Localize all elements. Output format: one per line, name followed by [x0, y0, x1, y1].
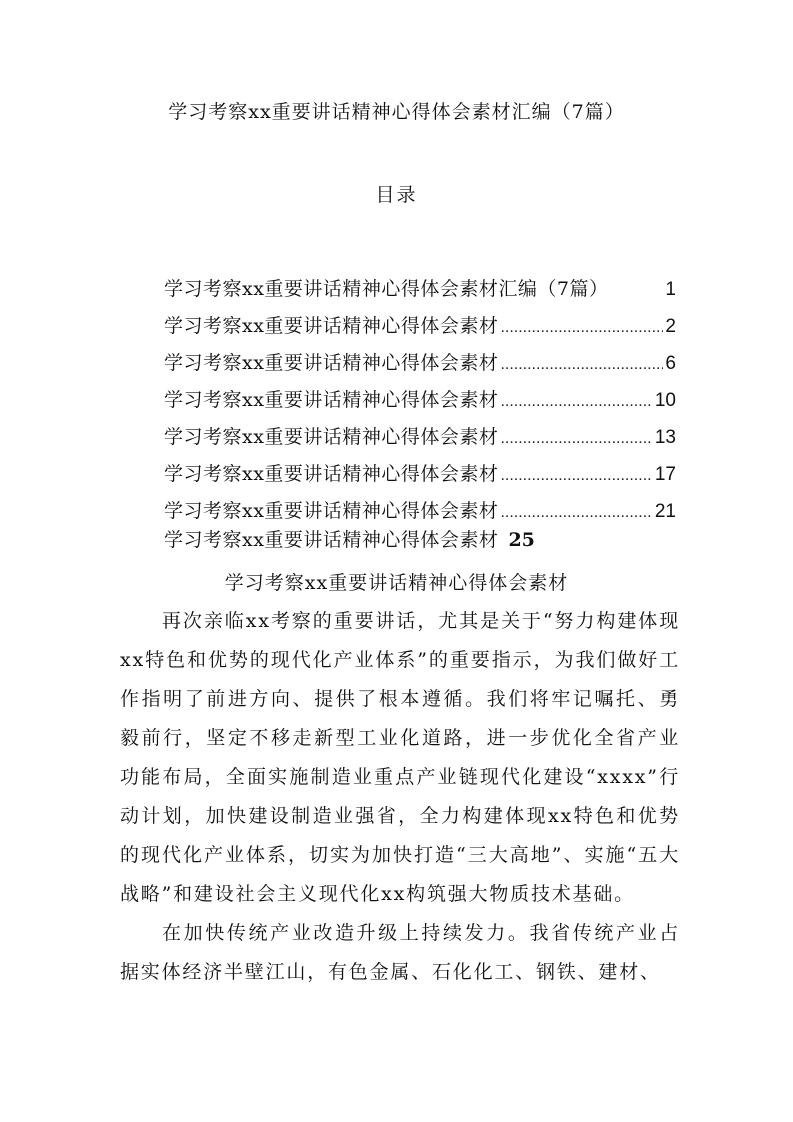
- toc-entry[interactable]: [164, 274, 676, 311]
- toc-entry-title: 学习考察xx重要讲话精神心得体会素材: [164, 500, 499, 522]
- toc-leader-dots: [500, 356, 663, 374]
- toc-entry-page: 13: [654, 427, 676, 448]
- document-title: 学习考察xx重要讲话精神心得体会素材汇编（7篇）: [168, 101, 625, 123]
- toc-entry-title: 学习考察xx重要讲话精神心得体会素材汇编（7篇）: [164, 278, 609, 300]
- toc-entry[interactable]: [164, 459, 676, 496]
- toc-entry-title: 学习考察xx重要讲话精神心得体会素材: [164, 315, 499, 337]
- paragraph: 再次亲临xx考察的重要讲话，尤其是关于“努力构建体现xx特色和优势的现代化产业体系”的重要指示，为我们做好工作指明了前进方向、提供了根本遵循。我们将牢记嘱托、勇毅前行，坚定不移走新型工业化道路，进一步优化全省产业功能布局，全面实施制造业重点产业链现代化建设“xxxx”行动计划，加快建设制造业强省，全力构建体现xx特色和优势的现代化产业体系，切实为加快打造“三大高地”、实施“五大战略”和建设社会主义现代化xx构筑强大物质技术基础。: [120, 610, 680, 905]
- toc-entry-title: 学习考察xx重要讲话精神心得体会素材: [164, 389, 499, 411]
- toc-entry[interactable]: [164, 311, 676, 348]
- toc-leader-dots: [500, 504, 652, 522]
- toc-entry-title: 学习考察xx重要讲话精神心得体会素材: [164, 352, 499, 374]
- toc-entry-page: 10: [654, 390, 676, 411]
- paragraph: 在加快传统产业改造升级上持续发力。我省传统产业占据实体经济半壁江山，有色金属、石化化工、钢铁、建材、: [120, 922, 680, 983]
- toc-entry-page: 1: [665, 279, 676, 300]
- toc-leader-dots: [500, 430, 652, 448]
- body-text: [120, 602, 680, 992]
- toc-entry-page: 2: [665, 316, 676, 337]
- toc-entry[interactable]: [164, 348, 676, 385]
- toc-entry-page: 6: [665, 353, 676, 374]
- toc-entry-title: 学习考察xx重要讲话精神心得体会素材: [164, 463, 499, 485]
- toc-entry[interactable]: [164, 385, 676, 422]
- table-of-contents: [164, 274, 676, 555]
- toc-entry-page: 21: [654, 501, 676, 522]
- toc-entry-title: 学习考察xx重要讲话精神心得体会素材: [164, 529, 499, 551]
- toc-entry[interactable]: [164, 422, 676, 459]
- toc-entry-page: 17: [654, 464, 676, 485]
- toc-entry-title: 学习考察xx重要讲话精神心得体会素材: [164, 426, 499, 448]
- toc-entry[interactable]: [164, 525, 676, 555]
- toc-leader-dots: [500, 467, 652, 485]
- section-title: 学习考察xx重要讲话精神心得体会素材: [224, 572, 569, 594]
- toc-leader-dots: [500, 393, 652, 411]
- toc-heading: 目录: [375, 184, 418, 206]
- toc-entry-page: 25: [508, 529, 535, 551]
- toc-leader-dots: [500, 319, 663, 337]
